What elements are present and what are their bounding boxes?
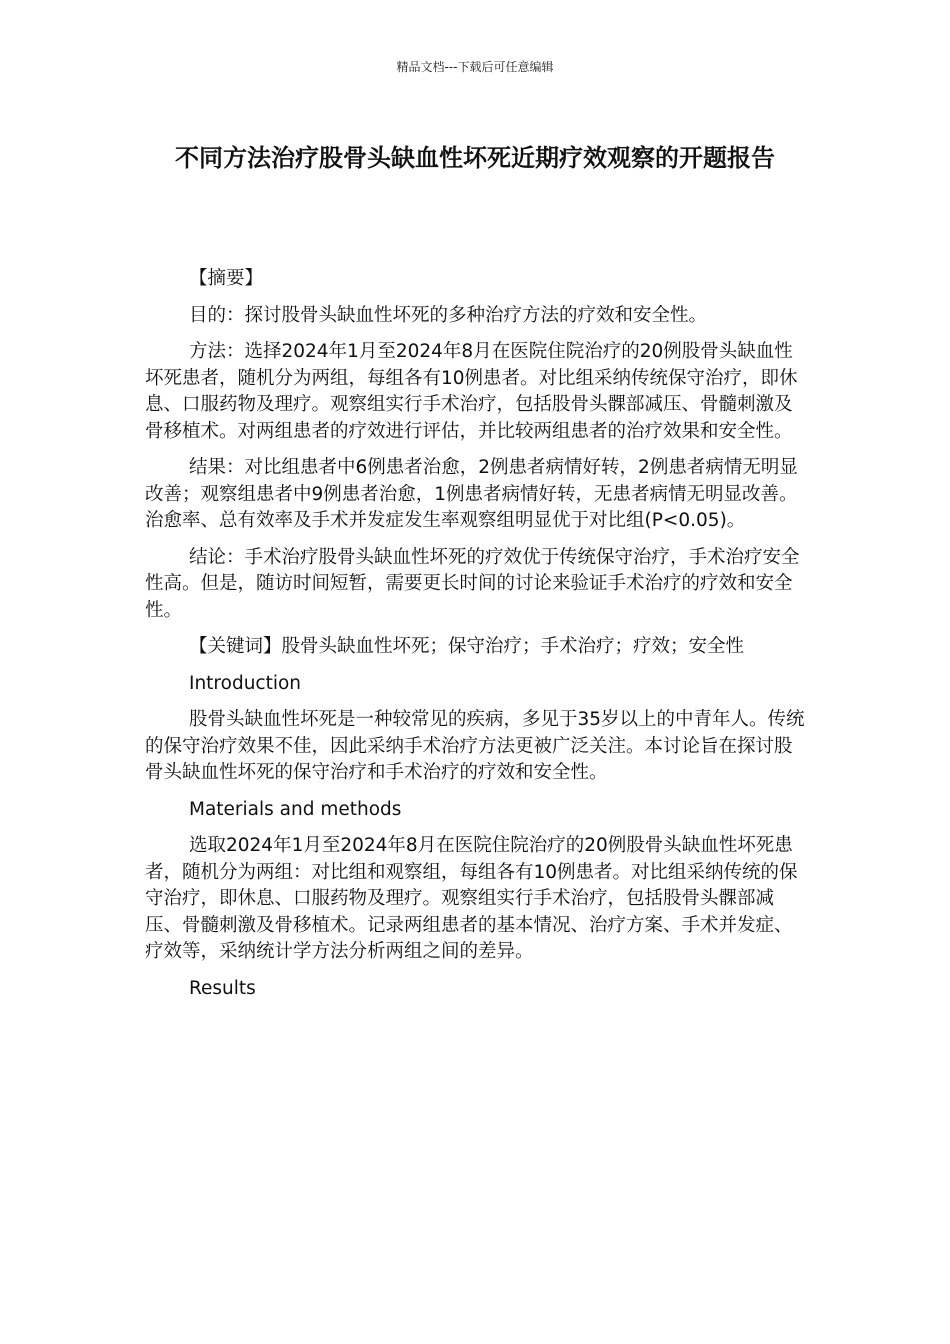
introduction-text: 股骨头缺血性坏死是一种较常见的疾病，多见于35岁以上的中青年人。传统的保守治疗效果不佳，因此采纳手术治疗方法更被广泛关注。本讨论旨在探讨股骨头缺血性坏死的保守治疗和手术治疗的疗效和安全性。 — [145, 709, 805, 783]
abstract-conclusion: 结论：手术治疗股骨头缺血性坏死的疗效优于传统保守治疗，手术治疗安全性高。但是，随访时间短暂，需要更长时间的讨论来验证手术治疗的疗效和安全性。 — [145, 546, 800, 621]
abstract-results: 结果：对比组患者中6例患者治愈，2例患者病情好转，2例患者病情无明显改善；观察组患者中9例患者治愈，1例患者病情好转，无患者病情无明显改善。治愈率、总有效率及手术并发症发生率观察组明显优于对比组(P<0.05)。 — [145, 457, 798, 531]
abstract-label: 【摘要】 — [189, 268, 264, 289]
results-heading: Results — [189, 977, 256, 999]
abstract-objective: 目的：探讨股骨头缺血性坏死的多种治疗方法的疗效和安全性。 — [189, 304, 708, 326]
page-header-note: 精品文档---下载后可任意编辑 — [396, 60, 554, 74]
introduction-heading: Introduction — [189, 672, 302, 694]
keywords: 【关键词】股骨头缺血性坏死；保守治疗；手术治疗；疗效；安全性 — [189, 636, 745, 657]
document-body — [145, 266, 810, 1012]
abstract-methods: 方法：选择2024年1月至2024年8月在医院住院治疗的20例股骨头缺血性坏死患者，随机分为两组，每组各有10例患者。对比组采纳传统保守治疗，即休息、口服药物及理疗。观察组实行手术治疗，包括股骨头髁部减压、骨髓刺激及骨移植术。对两组患者的疗效进行评估，并比较两组患者的治疗效果和安全性。 — [145, 341, 798, 442]
materials-methods-heading: Materials and methods — [189, 798, 402, 820]
document-title: 不同方法治疗股骨头缺血性坏死近期疗效观察的开题报告 — [175, 144, 775, 172]
materials-methods-text: 选取2024年1月至2024年8月在医院住院治疗的20例股骨头缺血性坏死患者，随机分为两组：对比组和观察组，每组各有10例患者。对比组采纳传统的保守治疗，即休息、口服药物及理疗。观察组实行手术治疗，包括股骨头髁部减压、骨髓刺激及骨移植术。记录两组患者的基本情况、治疗方案、手术并发症、疗效等，采纳统计学方法分析两组之间的差异。 — [145, 835, 798, 962]
